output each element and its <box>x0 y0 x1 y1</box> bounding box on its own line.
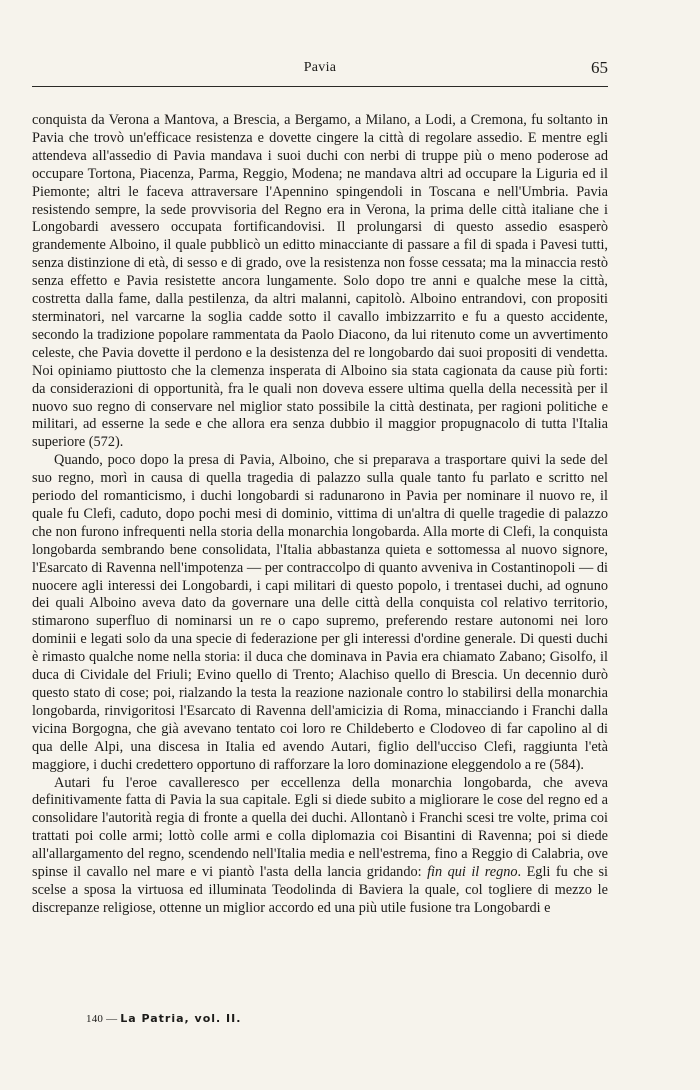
signature-number: 140 <box>86 1013 104 1025</box>
body-text <box>32 112 608 918</box>
paragraph-1: conquista da Verona a Mantova, a Brescia, a Bergamo, a Milano, a Lodi, a Cremona, fu soltanto in Pavia che trovò un'efficace resistenza e dovette cingere la città di regolare assedio. E mentre egli attendeva all'assedio di Pavia mandava i suoi duchi con nerbi di truppe più o meno poderose ad occupare Tortona, Piacenza, Parma, Reggio, Modena; ne mandava altri ad occupare la Liguria ed il Piemonte; altri le faceva attraversare l'Apennino spingendoli in Toscana e nell'Umbria. Pavia resistendo sempre, la sede provvisoria del Regno era in Verona, la prima delle città italiane che i Longobardi avessero occupata fortificandovisi. Il prolungarsi di questo assedio esasperò grandemente Alboino, il quale pubblicò un editto minacciante di passare a fil di spada i Pavesi tutti, senza distinzione di età, di sesso e di grado, ove la resistenza non fosse cessata; ma la minaccia restò senza effetto e Pavia resistette ancora lungamente. Solo dopo tre anni e qualche mese la città, costretta dalla fame, dalla pestilenza, da altri malanni, capitolò. Alboino entrandovi, con propositi sterminatori, nel varcarne la soglia cadde sotto il cavallo imbizzarrito e fu a questo accidente, secondo la tradizione popolare rammentata da Paolo Diacono, da lui ritenuto come un avvertimento celeste, che Pavia dovette il perdono e la desistenza del re longobardo dai suoi propositi di vendetta. Noi opiniamo piuttosto che la clemenza insperata di Alboino sia stata cagionata da cause più forti: da considerazioni di opportunità, fra le quali non doveva essere ultima quella della necessità per il nuovo suo regno di conservare nel miglior stato possibile la città destinata, per ragioni politiche e militari, ad esserne la sede e che allora era senza dubbio il maggior propugnacolo di tutta l'Italia superiore (572). <box>32 112 608 451</box>
header-rule <box>32 86 608 87</box>
paragraph-3-text-end: . Egli fu che si scelse a sposa la virtuosa ed illuminata Teodolinda di Baviera la quale, col togliere di mezzo le discrepanze religiose, ottenne un miglior accordo ed una più utile fusione tra Longobardi e <box>32 864 609 916</box>
running-title: Pavia <box>303 60 337 75</box>
paragraph-3-text-start: Autari fu l'eroe cavalleresco per eccellenza della monarchia longobarda, che aveva definitivamente fatta di Pavia la sua capitale. Egli si diede subito a migliorare le cose del regno ed a consolidare l'autorità regia di fronte a quella dei duchi. Allontanò i Franchi scesi tre volte, prima coi trattati poi colle armi; lottò colle armi e colla diplomazia coi Bisantini di Ravenna; poi si diede all'allargamento del regno, scendendo nell'Italia media e nell'estrema, fino a Reggio di Calabria, ove spinse il cavallo nel mare e vi piantò l'asta della lancia gridando: <box>32 774 608 881</box>
paragraph-3-italic-quote: fin qui il regno <box>427 864 518 881</box>
signature-line <box>86 1012 241 1025</box>
signature-dash: — <box>106 1013 118 1025</box>
signature-title: La Patria, vol. II. <box>120 1012 242 1025</box>
running-head <box>32 58 608 82</box>
paragraph-3 <box>32 775 608 918</box>
paragraph-2: Quando, poco dopo la presa di Pavia, Alboino, che si preparava a trasportare quivi la sede del suo regno, morì in causa di quella tragedia di palazzo sulla quale tanto fu parlato e scritto nel periodo del romanticismo, i duchi longobardi si radunarono in Pavia per nominare il nuovo re, il quale fu Clefi, caduto, dopo pochi mesi di dominio, vittima di un'altra di quelle tragedie di palazzo che non furono infrequenti nella storia della monarchia longobarda. Alla morte di Clefi, la conquista longobarda sembrando bene consolidata, l'Italia abbastanza quieta e sottomessa al nuovo signore, l'Esarcato di Ravenna nell'impotenza — per contraccolpo di quanto avveniva in Costantinopoli — di nuocere agli interessi dei Longobardi, i capi militari di questo popolo, i trentasei duchi, ad ognuno dei quali Alboino aveva dato da governare una delle città della conquista col relativo territorio, stimarono superfluo di nominarsi un re o capo supremo, preferendo restare autonomi nei loro dominii e legati solo da una specie di federazione per gli interessi d'ordine generale. Di questi duchi è rimasto qualche nome nella storia: il duca che dominava in Pavia era chiamato Zabano; Gisolfo, il duca di Cividale del Friuli; Evino quello di Trento; Alachiso quello di Brescia. Un decennio durò questo stato di cose; poi, rialzando la testa la reazione nazionale contro lo stabilirsi della monarchia longobarda, rinvigoritosi l'Esarcato di Ravenna dell'amicizia di Roma, minacciando i Franchi dalla vicina Borgogna, che già avevano tentato coi loro re Childeberto e Clodoveo di far capolino al di qua delle Alpi, una discesa in Italia ed avendo Autari, figlio dell'ucciso Clefi, raggiunta l'età maggiore, i duchi credettero opportuno di rafforzare la loro dominazione eleggendolo a re (584). <box>32 452 608 773</box>
page-number: 65 <box>591 58 608 77</box>
